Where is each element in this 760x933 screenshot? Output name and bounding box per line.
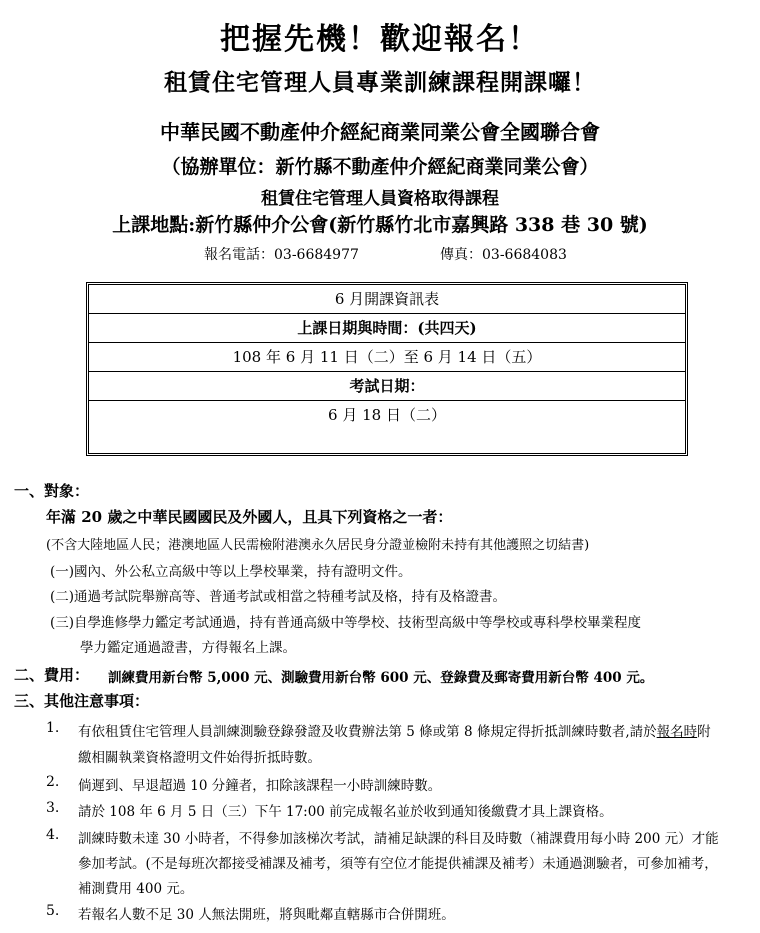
schedule-title: 6 月開課資訊表: [89, 285, 685, 314]
note-text: 請於 108 年 6 月 5 日（三）下午 17:00 前完成報名並於收到通知後繳費才具上課資格。: [78, 804, 613, 820]
organizer: 中華民國不動產仲介經紀商業同業公會全國聯合會: [160, 120, 600, 144]
course-location: 上課地點:新竹縣仲介公會(新竹縣竹北市嘉興路 338 巷 30 號): [112, 214, 648, 236]
eligibility-item: (三)自學進修學力鑑定考試通過，持有普通高級中等學校、技術型高級中等學校或專科學校畢業程度: [50, 615, 642, 631]
class-date-label: 上課日期與時間：(共四天): [89, 314, 685, 343]
course-name: 租賃住宅管理人員資格取得課程: [261, 189, 499, 209]
fees-text: 訓練費用新台幣 5,000 元、測驗費用新台幣 600 元、登錄費及郵寄費用新台幣 400 元。: [108, 670, 654, 686]
note-text: 若報名人數不足 30 人無法開班，將與毗鄰直轄縣市合併開班。: [78, 907, 455, 923]
note-text: 補測費用 400 元。: [78, 881, 194, 897]
class-dates: 108 年 6 月 11 日（二）至 6 月 14 日（五）: [89, 343, 685, 372]
note-number: 4.: [46, 827, 60, 843]
note-number: 2.: [46, 774, 60, 790]
page-subtitle: 租賃住宅管理人員專業訓練課程開課囉！: [164, 69, 596, 96]
eligibility-item: (二)通過考試院舉辦高等、普通考試或相當之特種考試及格，持有及格證書。: [50, 589, 507, 605]
page-title: 把握先機！歡迎報名！: [220, 22, 540, 57]
eligibility-intro: 年滿 20 歲之中華民國國民及外國人，且具下列資格之一者：: [46, 508, 453, 526]
section-heading-notes: 三、其他注意事項：: [14, 692, 150, 710]
eligibility-item: 學力鑑定通過證書，方得報名上課。: [80, 640, 296, 656]
eligibility-item: (一)國內、外公私立高級中等以上學校畢業，持有證明文件。: [50, 564, 412, 580]
fax: 傳真：03-6684083: [440, 247, 567, 263]
section-heading-fees: 二、費用：: [14, 666, 90, 684]
note-number: 5.: [46, 903, 60, 919]
note-number: 3.: [46, 800, 60, 816]
note-text: 有依租賃住宅管理人員訓練測驗登錄發證及收費辦法第 5 條或第 8 條規定得折抵訓練時數者,請於報名時附: [78, 724, 711, 740]
note-text: 參加考試。(不是每班次都接受補課及補考，須等有空位才能提供補課及補考）未通過測驗者，可參加補考，: [78, 856, 718, 872]
note-text: 繳相關執業資格證明文件始得折抵時數。: [78, 750, 321, 766]
exam-date-label: 考試日期：: [89, 372, 685, 401]
eligibility-note: (不含大陸地區人民；港澳地區人民需檢附港澳永久居民身分證並檢附未持有其他護照之切結書): [46, 538, 590, 553]
co-organizer: （協辦單位：新竹縣不動產仲介經紀商業同業公會）: [161, 156, 599, 178]
note-text: 倘遲到、早退超過 10 分鐘者，扣除該課程一小時訓練時數。: [78, 778, 442, 794]
note-number: 1.: [46, 720, 60, 736]
section-heading-eligibility: 一、對象：: [14, 482, 90, 500]
schedule-table: [86, 282, 688, 456]
exam-date: 6 月 18 日（二）: [328, 406, 446, 424]
phone: 報名電話：03-6684977: [204, 247, 359, 263]
note-text: 訓練時數未達 30 小時者，不得參加該梯次考試，請補足缺課的科目及時數（補課費用每小時 200 元）才能: [78, 831, 719, 847]
